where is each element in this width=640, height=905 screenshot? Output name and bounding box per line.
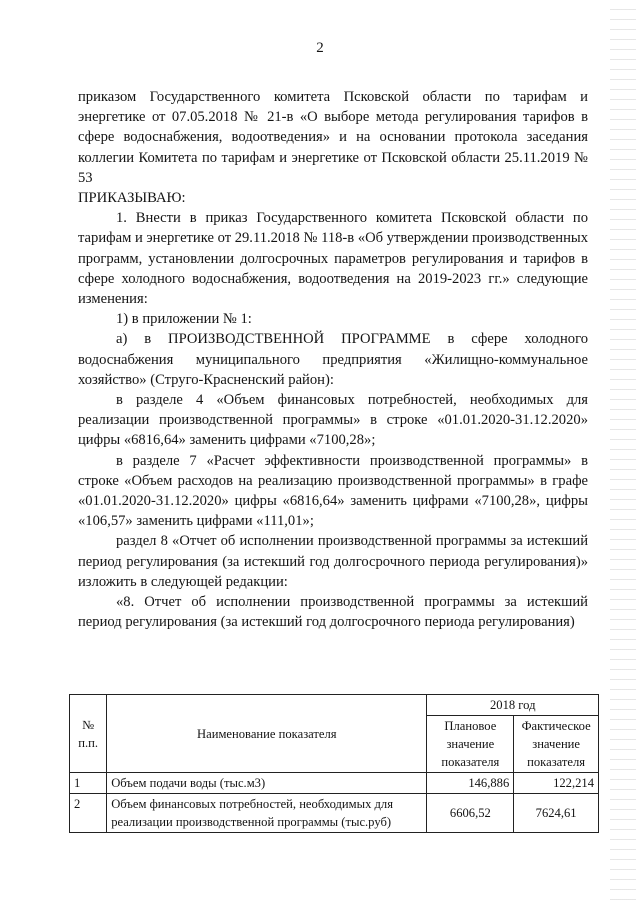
report-table — [69, 694, 599, 833]
cell-plan: 6606,52 — [427, 794, 514, 833]
cell-fact: 7624,61 — [514, 794, 599, 833]
cell-fact: 122,214 — [514, 773, 599, 794]
document-body — [78, 87, 588, 632]
paragraph-appendix-1: 1) в приложении № 1: — [116, 311, 252, 328]
scan-edge-noise — [610, 0, 636, 905]
paragraph-preamble: приказом Государственного комитета Псковской области по тарифам и энергетике от 07.05.2018 № 21-в «О выборе метода регулирования тарифов в сфере водоснабжения, водоотведения» и на основании протокола заседания коллегии Комитета по тарифам и энергетике от Псковской области 25.11.2019 № 53 — [78, 89, 588, 186]
table-row — [70, 773, 599, 794]
cell-plan: 146,886 — [427, 773, 514, 794]
paragraph-section-8: раздел 8 «Отчет об исполнении производственной программы за истекший период регулирования (за истекший год долгосрочного периода регулирования)» изложить в следующей редакции: — [78, 533, 588, 590]
table-row — [70, 794, 599, 833]
header-number: № п.п. — [70, 695, 107, 773]
cell-indicator-name: Объем подачи воды (тыс.м3) — [107, 773, 427, 794]
page-number: 2 — [316, 40, 324, 56]
cell-number: 1 — [70, 773, 107, 794]
header-plan: Плановое значение показателя — [427, 716, 514, 773]
header-indicator-name: Наименование показателя — [107, 695, 427, 773]
paragraph-order-heading: ПРИКАЗЫВАЮ: — [78, 190, 186, 207]
table-header-row — [70, 695, 599, 716]
cell-number: 2 — [70, 794, 107, 833]
paragraph-report-title: «8. Отчет об исполнении производственной программы за истекший период регулирования (за истекший год долгосрочного периода регулирования) — [78, 594, 588, 631]
header-fact: Фактическое значение показателя — [514, 716, 599, 773]
paragraph-section-4: в разделе 4 «Объем финансовых потребностей, необходимых для реализации производственной программы» в строке «01.01.2020-31.12.2020» цифры «6816,64» заменить цифрами «7100,28»; — [78, 392, 588, 449]
header-year: 2018 год — [427, 695, 599, 716]
cell-indicator-name: Объем финансовых потребностей, необходимых для реализации производственной программы (тыс.руб) — [107, 794, 427, 833]
paragraph-production-program: а) в ПРОИЗВОДСТВЕННОЙ ПРОГРАММЕ в сфере холодного водоснабжения муниципального предприятия «Жилищно-коммунальное хозяйство» (Струго-Красненский район): — [78, 331, 588, 388]
paragraph-item-1: 1. Внести в приказ Государственного комитета Псковской области по тарифам и энергетике от 29.11.2018 № 118-в «Об утверждении производственных программ, установлении долгосрочных параметров регулирования и тарифов в сфере холодного водоснабжения, водоотведения на 2019-2023 гг.» следующие изменения: — [78, 210, 588, 308]
paragraph-section-7: в разделе 7 «Расчет эффективности производственной программы» в строке «Объем расходов на реализацию производственной программы» в графе «01.01.2020-31.12.2020» цифры «6816,64» заменить цифрами «7100,28», цифры «106,57» заменить цифрами «111,01»; — [78, 452, 588, 530]
